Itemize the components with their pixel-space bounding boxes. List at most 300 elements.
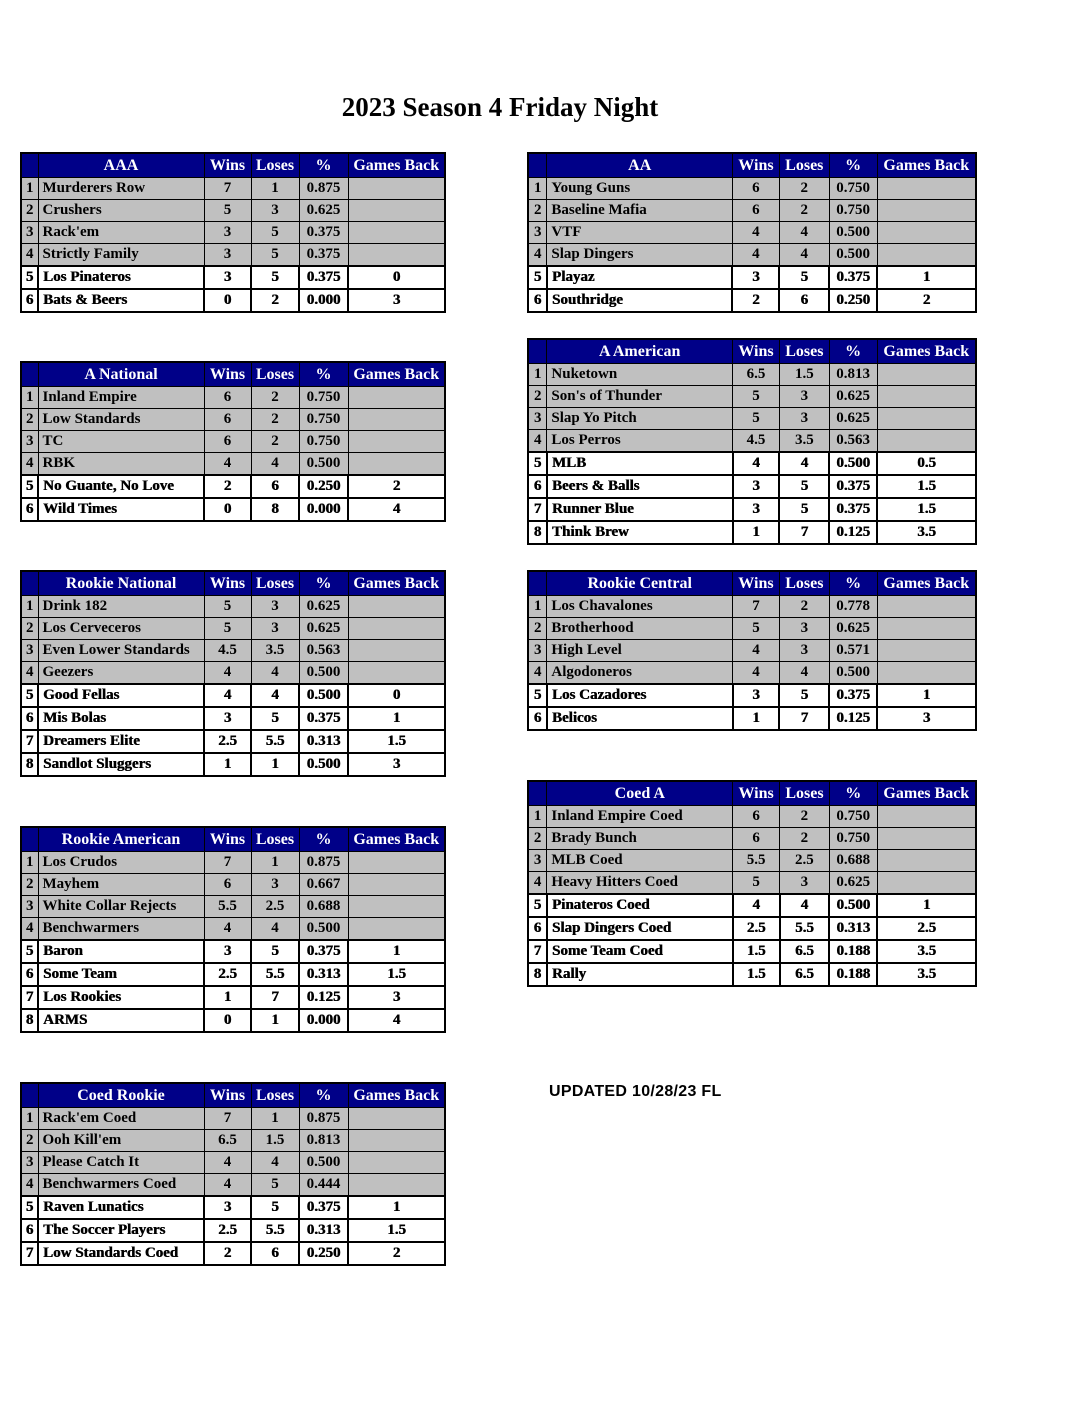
- team-cell: High Level: [547, 640, 733, 662]
- pct-cell: 0.563: [829, 430, 877, 453]
- pct-cell: 0.250: [829, 289, 877, 312]
- wins-cell: 2.5: [204, 1219, 251, 1242]
- games-back-header: Games Back: [877, 339, 976, 364]
- rank-cell: 4: [21, 453, 38, 476]
- standings-table-aa: [527, 152, 977, 313]
- loses-cell: 2: [779, 178, 829, 200]
- rank-cell: 6: [21, 289, 38, 312]
- loses-cell: 4: [251, 684, 299, 707]
- standings-table-a-american: [527, 338, 977, 545]
- loses-cell: 1: [251, 1009, 299, 1032]
- rank-cell: 3: [21, 640, 38, 662]
- loses-cell: 5: [251, 244, 299, 267]
- loses-cell: 6: [251, 1242, 299, 1265]
- games-back-cell: [877, 828, 976, 850]
- loses-cell: 2: [251, 387, 299, 409]
- rank-cell: 1: [21, 387, 38, 409]
- loses-cell: 6.5: [780, 963, 830, 986]
- loses-cell: 6: [779, 289, 829, 312]
- wins-cell: 5: [733, 618, 780, 640]
- pct-cell: 0.375: [299, 707, 348, 730]
- loses-cell: 5: [779, 266, 829, 289]
- team-cell: ARMS: [38, 1009, 204, 1032]
- team-cell: Please Catch It: [38, 1152, 204, 1174]
- team-cell: MLB: [547, 452, 733, 475]
- loses-cell: 5: [251, 1196, 299, 1219]
- wins-cell: 6: [732, 178, 779, 200]
- games-back-header: Games Back: [348, 827, 445, 852]
- games-back-header: Games Back: [877, 153, 976, 178]
- rank-header-cell: [528, 339, 547, 364]
- loses-cell: 1: [251, 753, 299, 776]
- pct-cell: 0.875: [299, 178, 348, 200]
- team-cell: Runner Blue: [547, 498, 733, 521]
- pct-cell: 0.375: [299, 244, 348, 267]
- pct-cell: 0.375: [299, 266, 348, 289]
- rank-cell: 6: [528, 917, 547, 940]
- table-row: [528, 475, 976, 498]
- rank-cell: 5: [21, 940, 38, 963]
- loses-cell: 3: [251, 200, 299, 222]
- team-cell: Murderers Row: [38, 178, 204, 200]
- table-header-row: [528, 339, 976, 364]
- pct-header: %: [829, 571, 877, 596]
- team-cell: Benchwarmers Coed: [38, 1174, 204, 1197]
- table-row: [21, 662, 445, 685]
- team-cell: Heavy Hitters Coed: [547, 872, 733, 895]
- rank-cell: 4: [21, 1174, 38, 1197]
- team-cell: Son's of Thunder: [547, 386, 733, 408]
- loses-cell: 4: [779, 662, 829, 685]
- loses-cell: 4: [779, 222, 829, 244]
- rank-cell: 4: [21, 918, 38, 941]
- team-cell: Los Cerveceros: [38, 618, 204, 640]
- wins-header: Wins: [733, 571, 780, 596]
- rank-cell: 4: [21, 662, 38, 685]
- loses-cell: 5.5: [780, 917, 830, 940]
- team-cell: Benchwarmers: [38, 918, 204, 941]
- rank-cell: 1: [528, 806, 547, 828]
- team-cell: Belicos: [547, 707, 733, 730]
- wins-cell: 4.5: [733, 430, 780, 453]
- games-back-header: Games Back: [348, 571, 445, 596]
- loses-cell: 5: [251, 1174, 299, 1197]
- team-cell: Slap Dingers: [547, 244, 733, 267]
- games-back-cell: [348, 387, 445, 409]
- team-cell: Even Lower Standards: [38, 640, 204, 662]
- wins-cell: 7: [733, 596, 780, 618]
- team-cell: Los Cazadores: [547, 684, 733, 707]
- table-row: [21, 1174, 445, 1197]
- games-back-cell: 2: [877, 289, 976, 312]
- rank-cell: 5: [528, 894, 547, 917]
- loses-cell: 5: [251, 940, 299, 963]
- standings-table-coed-rookie: [20, 1082, 446, 1266]
- team-cell: Some Team Coed: [547, 940, 733, 963]
- rank-cell: 4: [528, 662, 547, 685]
- table-row: [21, 266, 445, 289]
- rank-cell: 4: [21, 244, 38, 267]
- rank-cell: 1: [21, 1108, 38, 1130]
- wins-cell: 5.5: [204, 896, 251, 918]
- loses-cell: 4: [779, 244, 829, 267]
- rank-cell: 6: [528, 475, 547, 498]
- loses-header: Loses: [251, 571, 299, 596]
- loses-cell: 5.5: [251, 963, 299, 986]
- pct-cell: 0.625: [299, 200, 348, 222]
- loses-cell: 5: [251, 266, 299, 289]
- loses-cell: 1: [251, 1108, 299, 1130]
- table-row: [21, 940, 445, 963]
- wins-cell: 1.5: [733, 940, 780, 963]
- wins-cell: 5: [204, 596, 251, 618]
- loses-cell: 5: [779, 498, 829, 521]
- pct-cell: 0.500: [299, 1152, 348, 1174]
- table-row: [21, 986, 445, 1009]
- games-back-cell: [877, 178, 976, 200]
- loses-cell: 7: [251, 986, 299, 1009]
- wins-header: Wins: [204, 362, 251, 387]
- team-cell: Inland Empire Coed: [547, 806, 733, 828]
- table-row: [21, 896, 445, 918]
- table-row: [528, 806, 976, 828]
- team-cell: Baseline Mafia: [547, 200, 733, 222]
- division-title: Coed A: [547, 781, 733, 806]
- rank-cell: 2: [21, 1130, 38, 1152]
- games-back-cell: 4: [348, 498, 445, 521]
- rank-cell: 4: [528, 244, 547, 267]
- table-row: [528, 452, 976, 475]
- rank-cell: 7: [21, 1242, 38, 1265]
- games-back-cell: [877, 806, 976, 828]
- games-back-cell: 3.5: [877, 521, 976, 544]
- rank-header-cell: [21, 153, 38, 178]
- table-row: [21, 753, 445, 776]
- table-row: [528, 430, 976, 453]
- wins-cell: 6: [204, 387, 251, 409]
- pct-cell: 0.500: [829, 222, 877, 244]
- rank-cell: 8: [528, 521, 547, 544]
- team-cell: Rally: [547, 963, 733, 986]
- loses-cell: 5: [251, 707, 299, 730]
- wins-cell: 2.5: [204, 730, 251, 753]
- team-cell: Los Chavalones: [547, 596, 733, 618]
- table-row: [21, 596, 445, 618]
- loses-cell: 3: [779, 408, 829, 430]
- loses-cell: 2: [780, 828, 830, 850]
- games-back-cell: 2: [348, 1242, 445, 1265]
- division-title: AAA: [38, 153, 204, 178]
- standings-table-rookie-central: [527, 570, 977, 731]
- wins-cell: 4: [732, 222, 779, 244]
- games-back-cell: [348, 618, 445, 640]
- table-row: [21, 1152, 445, 1174]
- loses-cell: 4: [251, 453, 299, 476]
- wins-cell: 6: [733, 828, 780, 850]
- loses-cell: 4: [251, 1152, 299, 1174]
- team-cell: Mis Bolas: [38, 707, 204, 730]
- loses-cell: 3: [779, 618, 829, 640]
- table-row: [21, 852, 445, 874]
- pct-cell: 0.500: [829, 452, 877, 475]
- games-back-cell: [348, 200, 445, 222]
- team-cell: Playaz: [547, 266, 733, 289]
- table-row: [21, 874, 445, 896]
- games-back-cell: [348, 852, 445, 874]
- rank-cell: 8: [528, 963, 547, 986]
- rank-cell: 8: [21, 1009, 38, 1032]
- rank-header-cell: [21, 827, 38, 852]
- games-back-cell: 1.5: [348, 1219, 445, 1242]
- loses-cell: 2: [779, 200, 829, 222]
- table-row: [528, 266, 976, 289]
- games-back-cell: 1: [877, 894, 976, 917]
- games-back-cell: 1: [348, 1196, 445, 1219]
- wins-cell: 3: [204, 707, 251, 730]
- wins-cell: 6.5: [204, 1130, 251, 1152]
- rank-cell: 3: [21, 896, 38, 918]
- pct-cell: 0.813: [299, 1130, 348, 1152]
- rank-cell: 7: [528, 940, 547, 963]
- division-title: Rookie Central: [547, 571, 733, 596]
- table-header-row: [21, 827, 445, 852]
- games-back-cell: 2: [348, 475, 445, 498]
- wins-cell: 3: [204, 1196, 251, 1219]
- games-back-cell: [877, 364, 976, 386]
- rank-cell: 3: [528, 850, 547, 872]
- pct-cell: 0.667: [299, 874, 348, 896]
- games-back-cell: [348, 244, 445, 267]
- rank-cell: 3: [21, 222, 38, 244]
- games-back-cell: [348, 453, 445, 476]
- table-row: [528, 244, 976, 267]
- games-back-cell: 1.5: [877, 475, 976, 498]
- loses-cell: 3: [779, 386, 829, 408]
- loses-cell: 6: [251, 475, 299, 498]
- team-cell: Pinateros Coed: [547, 894, 733, 917]
- pct-cell: 0.625: [829, 386, 877, 408]
- pct-header: %: [299, 153, 348, 178]
- rank-cell: 2: [528, 386, 547, 408]
- games-back-cell: [348, 1152, 445, 1174]
- table-row: [528, 521, 976, 544]
- pct-cell: 0.750: [299, 387, 348, 409]
- pct-cell: 0.625: [829, 618, 877, 640]
- pct-cell: 0.500: [829, 244, 877, 267]
- rank-cell: 5: [21, 684, 38, 707]
- pct-cell: 0.750: [829, 828, 877, 850]
- team-cell: MLB Coed: [547, 850, 733, 872]
- pct-cell: 0.125: [829, 521, 877, 544]
- team-cell: Young Guns: [547, 178, 733, 200]
- pct-cell: 0.313: [299, 963, 348, 986]
- table-row: [528, 222, 976, 244]
- pct-cell: 0.750: [829, 806, 877, 828]
- games-back-header: Games Back: [877, 781, 976, 806]
- games-back-cell: [877, 872, 976, 895]
- standings-table-rookie-national: [20, 570, 446, 777]
- table-header-row: [528, 571, 976, 596]
- wins-header: Wins: [204, 153, 251, 178]
- games-back-cell: 3.5: [877, 940, 976, 963]
- table-header-row: [21, 1083, 445, 1108]
- division-title: Rookie American: [38, 827, 204, 852]
- table-row: [21, 918, 445, 941]
- team-cell: The Soccer Players: [38, 1219, 204, 1242]
- table-row: [21, 387, 445, 409]
- games-back-cell: 1.5: [877, 498, 976, 521]
- team-cell: Rack'em: [38, 222, 204, 244]
- loses-cell: 1: [251, 852, 299, 874]
- wins-cell: 3: [204, 222, 251, 244]
- wins-cell: 4: [204, 1174, 251, 1197]
- games-back-cell: [348, 874, 445, 896]
- wins-cell: 6: [732, 200, 779, 222]
- games-back-cell: [348, 431, 445, 453]
- games-back-cell: 3: [348, 986, 445, 1009]
- rank-cell: 3: [21, 431, 38, 453]
- loses-cell: 2.5: [780, 850, 830, 872]
- team-cell: Los Rookies: [38, 986, 204, 1009]
- pct-cell: 0.313: [829, 917, 877, 940]
- team-cell: Los Perros: [547, 430, 733, 453]
- games-back-cell: 1: [877, 266, 976, 289]
- games-back-cell: 3.5: [877, 963, 976, 986]
- pct-cell: 0.375: [299, 940, 348, 963]
- table-row: [528, 200, 976, 222]
- pct-cell: 0.500: [299, 684, 348, 707]
- table-row: [528, 364, 976, 386]
- pct-cell: 0.750: [299, 409, 348, 431]
- wins-cell: 2.5: [204, 963, 251, 986]
- loses-cell: 7: [779, 707, 829, 730]
- table-row: [21, 1219, 445, 1242]
- team-cell: Dreamers Elite: [38, 730, 204, 753]
- rank-cell: 5: [528, 684, 547, 707]
- table-header-row: [21, 362, 445, 387]
- games-back-cell: [348, 918, 445, 941]
- wins-cell: 4: [733, 640, 780, 662]
- rank-cell: 2: [21, 409, 38, 431]
- team-cell: Wild Times: [38, 498, 204, 521]
- games-back-cell: 0: [348, 266, 445, 289]
- loses-cell: 5.5: [251, 730, 299, 753]
- wins-cell: 6: [204, 409, 251, 431]
- rank-cell: 2: [528, 618, 547, 640]
- pct-header: %: [829, 781, 877, 806]
- table-row: [21, 244, 445, 267]
- rank-cell: 6: [21, 1219, 38, 1242]
- table-row: [21, 707, 445, 730]
- table-row: [528, 940, 976, 963]
- table-row: [21, 475, 445, 498]
- table-row: [21, 730, 445, 753]
- loses-cell: 2: [251, 289, 299, 312]
- wins-cell: 3: [204, 940, 251, 963]
- team-cell: No Guante, No Love: [38, 475, 204, 498]
- games-back-cell: [877, 640, 976, 662]
- team-cell: VTF: [547, 222, 733, 244]
- table-row: [528, 596, 976, 618]
- wins-cell: 3: [733, 475, 780, 498]
- wins-cell: 5: [204, 200, 251, 222]
- pct-cell: 0.313: [299, 1219, 348, 1242]
- rank-cell: 2: [21, 618, 38, 640]
- rank-cell: 7: [528, 498, 547, 521]
- games-back-cell: 2.5: [877, 917, 976, 940]
- pct-cell: 0.875: [299, 1108, 348, 1130]
- team-cell: White Collar Rejects: [38, 896, 204, 918]
- loses-cell: 8: [251, 498, 299, 521]
- games-back-cell: [348, 662, 445, 685]
- rank-cell: 3: [21, 1152, 38, 1174]
- team-cell: Ooh Kill'em: [38, 1130, 204, 1152]
- team-cell: Slap Dingers Coed: [547, 917, 733, 940]
- table-row: [21, 200, 445, 222]
- pct-cell: 0.375: [299, 222, 348, 244]
- games-back-cell: 0: [348, 684, 445, 707]
- wins-cell: 4: [204, 684, 251, 707]
- games-back-cell: [877, 662, 976, 685]
- wins-cell: 4: [733, 894, 780, 917]
- wins-cell: 1: [733, 521, 780, 544]
- rank-cell: 1: [21, 852, 38, 874]
- rank-cell: 5: [21, 266, 38, 289]
- team-cell: Good Fellas: [38, 684, 204, 707]
- team-cell: Sandlot Sluggers: [38, 753, 204, 776]
- pct-cell: 0.625: [299, 596, 348, 618]
- table-row: [528, 894, 976, 917]
- pct-cell: 0.375: [829, 684, 877, 707]
- loses-header: Loses: [251, 153, 299, 178]
- pct-header: %: [299, 1083, 348, 1108]
- games-back-cell: 1: [877, 684, 976, 707]
- games-back-cell: 1: [348, 707, 445, 730]
- rank-header-cell: [21, 1083, 38, 1108]
- table-row: [21, 409, 445, 431]
- games-back-cell: [877, 596, 976, 618]
- team-cell: Brotherhood: [547, 618, 733, 640]
- page-title: 2023 Season 4 Friday Night: [341, 92, 659, 122]
- rank-cell: 6: [528, 289, 547, 312]
- team-cell: Geezers: [38, 662, 204, 685]
- games-back-cell: [348, 640, 445, 662]
- team-cell: Rack'em Coed: [38, 1108, 204, 1130]
- team-cell: Algodoneros: [547, 662, 733, 685]
- table-row: [21, 453, 445, 476]
- loses-cell: 2: [251, 431, 299, 453]
- loses-cell: 3.5: [779, 430, 829, 453]
- loses-cell: 7: [779, 521, 829, 544]
- rank-cell: 1: [528, 364, 547, 386]
- pct-cell: 0.875: [299, 852, 348, 874]
- rank-cell: 6: [528, 707, 547, 730]
- team-cell: Some Team: [38, 963, 204, 986]
- rank-cell: 3: [528, 640, 547, 662]
- rank-cell: 8: [21, 753, 38, 776]
- wins-header: Wins: [204, 1083, 251, 1108]
- games-back-cell: [348, 222, 445, 244]
- pct-cell: 0.571: [829, 640, 877, 662]
- wins-header: Wins: [733, 781, 780, 806]
- wins-cell: 6: [733, 806, 780, 828]
- division-title: A National: [38, 362, 204, 387]
- team-cell: Mayhem: [38, 874, 204, 896]
- team-cell: Baron: [38, 940, 204, 963]
- wins-cell: 6: [204, 431, 251, 453]
- loses-cell: 3: [780, 872, 830, 895]
- loses-header: Loses: [251, 362, 299, 387]
